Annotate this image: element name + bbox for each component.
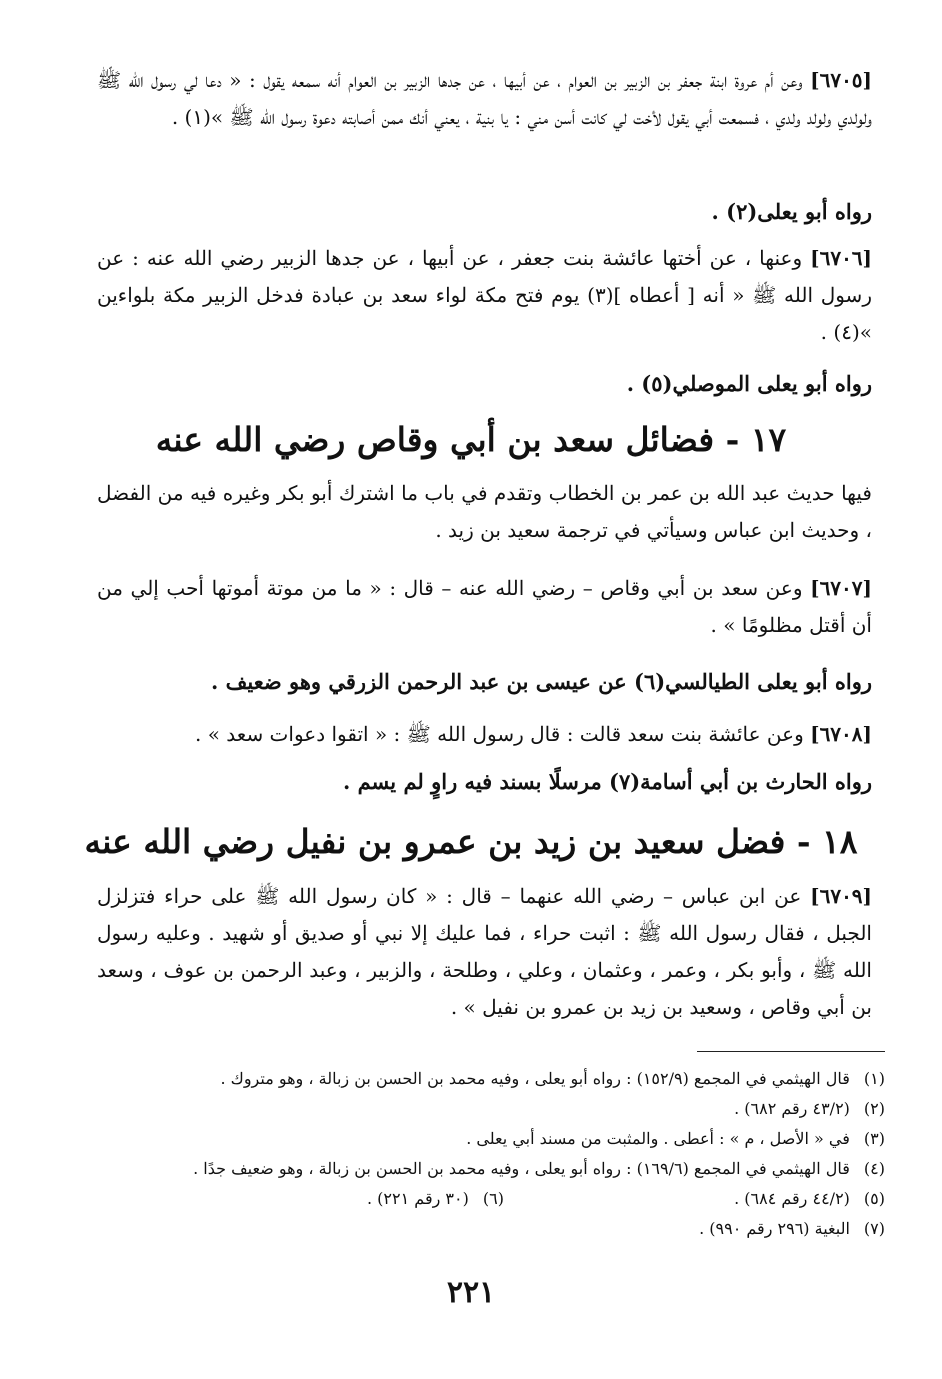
footnote-text: (٤٣/٢ رقم ٦٨٢) . (734, 1099, 850, 1118)
hadith-6709 (97, 878, 872, 1026)
hadith-text: وعنها ، عن أختها عائشة بنت جعفر ، عن أبيها ، عن جدها الزبير رضي الله عنه : عن رسول الله ﷺ « أنه [ أعطاه ](٣) يوم فتح مكة لواء سعد بن عبادة فدخل الزبير مكة بلواءين »(٤) . (97, 246, 872, 344)
hadith-text: وعن أم عروة ابنة جعفر بن الزبير بن العوام ، عن أبيها ، عن جدها الزبير بن العوام أنه سمعه يقول : « دعا لي رسول الله ﷺ ولولدي ولولد ولدي ، فسمعت أبي يقول لأخت لي كانت أسن مني : يا بنية ، يعني أنك ممن أصابته دعوة رسول الله ﷺ »(١) . (97, 68, 872, 129)
hadith-number: [٦٧٠٥] (810, 68, 873, 92)
hadith-text: وعن سعد بن أبي وقاص – رضي الله عنه – قال : « ما من موتة أموتها أحب إلي من أن أقتل مظلومًا » . (97, 576, 872, 637)
section-heading: ١٨ - فضل سعيد بن زيد بن عمرو بن نفيل رضي الله عنه (84, 822, 858, 861)
section-heading: ١٧ - فضائل سعد بن أبي وقاص رضي الله عنه (155, 420, 787, 459)
footnote-number: (٧) (863, 1219, 885, 1238)
footnote-text: (٣٠ رقم ٢٢١) . (367, 1189, 469, 1208)
footnote-number: (٤) (863, 1159, 885, 1178)
footnote (85, 1184, 885, 1214)
footnote-number: (٦) (482, 1189, 504, 1208)
footnote-number: (١) (863, 1069, 885, 1088)
footnote-number: (٣) (863, 1129, 885, 1148)
footnote (85, 1214, 885, 1244)
hadith-reference: رواه أبو يعلى الطيالسي(٦) عن عيسى بن عبد الرحمن الزرقي وهو ضعيف . (211, 669, 872, 694)
hadith-6706 (97, 240, 872, 351)
footnote (85, 1094, 885, 1124)
footnotes (85, 1064, 885, 1244)
footnote-separator (697, 1051, 885, 1052)
footnote (85, 1064, 885, 1094)
hadith-number: [٦٧٠٩] (810, 884, 873, 908)
hadith-6708 (97, 716, 872, 753)
section-intro: فيها حديث عبد الله بن عمر بن الخطاب وتقدم في باب ما اشترك أبو بكر وغيره فيه من الفضل ، وحديث ابن عباس وسيأتي في ترجمة سعيد بن زيد . (97, 481, 872, 542)
hadith-6705 (97, 62, 872, 136)
hadith-6707 (97, 570, 872, 644)
footnote-text: البغية (٢٩٦ رقم ٩٩٠) . (699, 1219, 850, 1238)
footnote-text: (٤٤/٢ رقم ٦٨٤) . (734, 1189, 850, 1208)
footnote (367, 1184, 504, 1214)
hadith-number: [٦٧٠٧] (810, 576, 872, 600)
footnote (85, 1124, 885, 1154)
hadith-number: [٦٧٠٨] (810, 722, 872, 746)
hadith-reference: رواه الحارث بن أبي أسامة(٧) مرسلًا بسند فيه راوٍ لم يسم . (342, 769, 872, 794)
footnote-text: قال الهيثمي في المجمع (١٦٩/٦) : رواه أبو يعلى ، وفيه محمد بن الحسن بن زبالة ، وهو ضعيف جدًا . (193, 1159, 850, 1178)
footnote-text: في « الأصل ، م » : أعطى . والمثبت من مسند أبي يعلى . (466, 1129, 850, 1148)
footnote-text: قال الهيثمي في المجمع (١٥٢/٩) : رواه أبو يعلى ، وفيه محمد بن الحسن بن زبالة ، وهو متروك . (220, 1069, 850, 1088)
hadith-text: وعن عائشة بنت سعد قالت : قال رسول الله ﷺ : « اتقوا دعوات سعد » . (194, 722, 804, 746)
hadith-reference: رواه أبو يعلى(٢) . (711, 199, 872, 224)
footnote-number: (٢) (863, 1099, 885, 1118)
hadith-reference: رواه أبو يعلى الموصلي(٥) . (626, 371, 872, 396)
footnote (85, 1154, 885, 1184)
page-number: ٢٢١ (446, 1275, 496, 1310)
hadith-number: [٦٧٠٦] (810, 246, 873, 270)
hadith-text: عن ابن عباس – رضي الله عنهما – قال : « كان رسول الله ﷺ على حراء فتزلزل الجبل ، فقال رسول الله ﷺ : اثبت حراء ، فما عليك إلا نبي أو صديق أو شهيد . وعليه رسول الله ﷺ ، وأبو بكر ، وعمر ، وعثمان ، وعلي ، وطلحة ، والزبير ، وعبد الرحمن بن عوف ، وسعد بن أبي وقاص ، وسعيد بن زيد بن عمرو بن نفيل » . (97, 884, 872, 1019)
footnote-number: (٥) (863, 1189, 885, 1208)
